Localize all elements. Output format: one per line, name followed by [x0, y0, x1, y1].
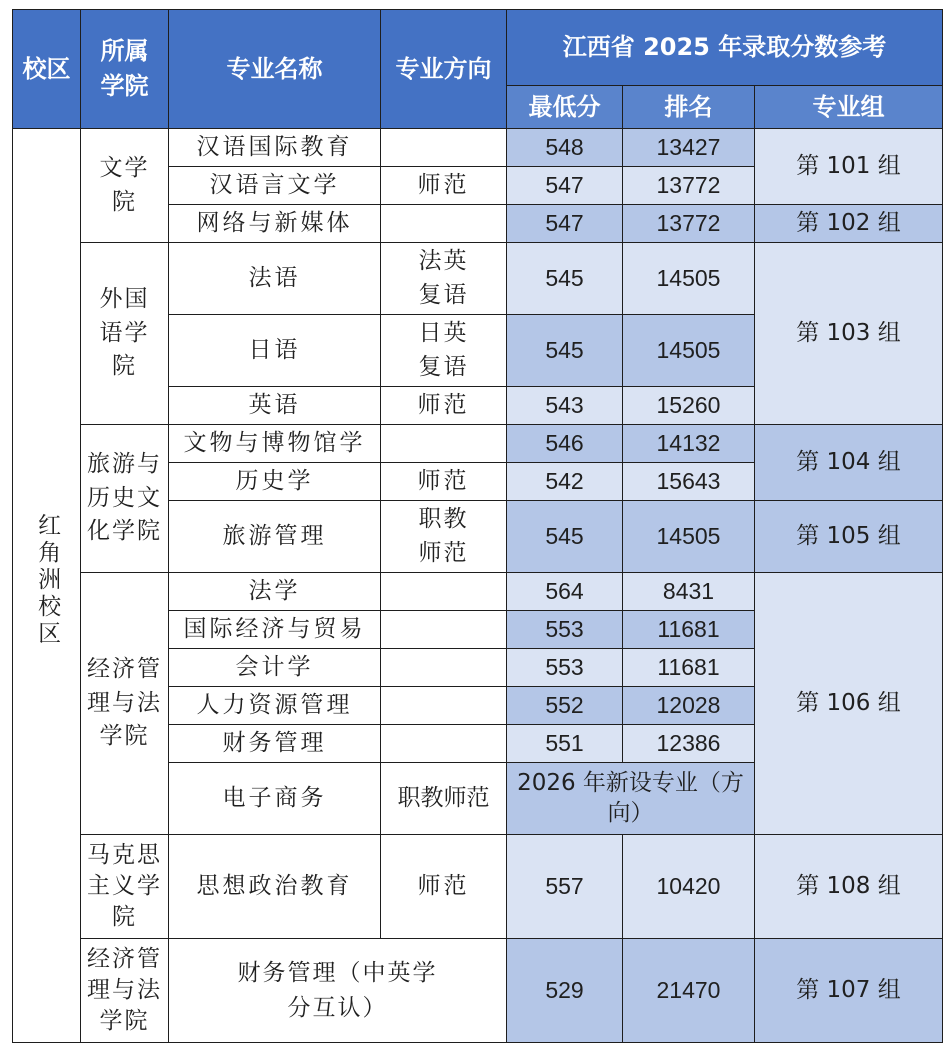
header-min-score: 最低分 — [507, 86, 623, 129]
major-cell: 日语 — [169, 315, 381, 387]
major-cell: 法学 — [169, 573, 381, 611]
rank-cell: 13772 — [623, 205, 755, 243]
min-score-cell: 553 — [507, 611, 623, 649]
rank-cell: 12028 — [623, 687, 755, 725]
header-campus: 校区 — [13, 10, 81, 129]
min-score-cell: 557 — [507, 835, 623, 939]
group-cell: 第 107 组 — [755, 939, 943, 1043]
direction-cell — [381, 573, 507, 611]
major-cell: 历史学 — [169, 463, 381, 501]
direction-cell — [381, 725, 507, 763]
college-cell: 旅游与历史文化学院 — [81, 425, 169, 573]
header-group: 专业组 — [755, 86, 943, 129]
major-cell: 文物与博物馆学 — [169, 425, 381, 463]
direction-cell — [381, 129, 507, 167]
direction-cell: 师范 — [381, 835, 507, 939]
rank-cell: 11681 — [623, 611, 755, 649]
group-cell: 第 104 组 — [755, 425, 943, 501]
direction-cell: 师范 — [381, 463, 507, 501]
min-score-cell: 564 — [507, 573, 623, 611]
min-score-cell: 548 — [507, 129, 623, 167]
new-major-note-cell: 2026 年新设专业（方向） — [507, 763, 755, 835]
direction-cell: 职教师范 — [381, 763, 507, 835]
header-major: 专业名称 — [169, 10, 381, 129]
direction-cell — [381, 611, 507, 649]
college-cell: 经济管理与法学院 — [81, 939, 169, 1043]
direction-cell: 日英复语 — [381, 315, 507, 387]
min-score-cell: 552 — [507, 687, 623, 725]
major-cell: 人力资源管理 — [169, 687, 381, 725]
direction-cell — [381, 687, 507, 725]
college-cell: 外国语学院 — [81, 243, 169, 425]
direction-cell: 职教师范 — [381, 501, 507, 573]
admission-score-table — [12, 9, 943, 1043]
min-score-cell: 529 — [507, 939, 623, 1043]
major-cell: 财务管理（中英学分互认） — [169, 939, 507, 1043]
college-cell: 文学院 — [81, 129, 169, 243]
rank-cell: 10420 — [623, 835, 755, 939]
header-direction: 专业方向 — [381, 10, 507, 129]
group-cell: 第 101 组 — [755, 129, 943, 205]
rank-cell: 15643 — [623, 463, 755, 501]
rank-cell: 8431 — [623, 573, 755, 611]
min-score-cell: 546 — [507, 425, 623, 463]
rank-cell: 15260 — [623, 387, 755, 425]
rank-cell: 14132 — [623, 425, 755, 463]
rank-cell: 11681 — [623, 649, 755, 687]
direction-cell — [381, 205, 507, 243]
major-cell: 电子商务 — [169, 763, 381, 835]
min-score-cell: 553 — [507, 649, 623, 687]
min-score-cell: 545 — [507, 243, 623, 315]
rank-cell: 21470 — [623, 939, 755, 1043]
major-cell: 法语 — [169, 243, 381, 315]
min-score-cell: 545 — [507, 315, 623, 387]
rank-cell: 12386 — [623, 725, 755, 763]
group-cell: 第 108 组 — [755, 835, 943, 939]
major-cell: 网络与新媒体 — [169, 205, 381, 243]
direction-cell — [381, 425, 507, 463]
min-score-cell: 542 — [507, 463, 623, 501]
rank-cell: 14505 — [623, 501, 755, 573]
header-college: 所属学院 — [81, 10, 169, 129]
major-cell: 国际经济与贸易 — [169, 611, 381, 649]
rank-cell: 14505 — [623, 315, 755, 387]
group-cell: 第 103 组 — [755, 243, 943, 425]
major-cell: 会计学 — [169, 649, 381, 687]
campus-cell: 红角洲校区 — [13, 129, 81, 1043]
rank-cell: 13772 — [623, 167, 755, 205]
rank-cell: 13427 — [623, 129, 755, 167]
group-cell: 第 105 组 — [755, 501, 943, 573]
major-cell: 思想政治教育 — [169, 835, 381, 939]
major-cell: 汉语言文学 — [169, 167, 381, 205]
direction-cell — [381, 649, 507, 687]
min-score-cell: 551 — [507, 725, 623, 763]
min-score-cell: 547 — [507, 167, 623, 205]
direction-cell: 师范 — [381, 387, 507, 425]
min-score-cell: 547 — [507, 205, 623, 243]
group-cell: 第 106 组 — [755, 573, 943, 835]
group-cell: 第 102 组 — [755, 205, 943, 243]
major-cell: 旅游管理 — [169, 501, 381, 573]
header-rank: 排名 — [623, 86, 755, 129]
header-reference: 江西省 2025 年录取分数参考 — [507, 10, 943, 86]
rank-cell: 14505 — [623, 243, 755, 315]
college-cell: 马克思主义学院 — [81, 835, 169, 939]
major-cell: 汉语国际教育 — [169, 129, 381, 167]
min-score-cell: 543 — [507, 387, 623, 425]
direction-cell: 法英复语 — [381, 243, 507, 315]
major-cell: 英语 — [169, 387, 381, 425]
major-cell: 财务管理 — [169, 725, 381, 763]
college-cell: 经济管理与法学院 — [81, 573, 169, 835]
direction-cell: 师范 — [381, 167, 507, 205]
min-score-cell: 545 — [507, 501, 623, 573]
